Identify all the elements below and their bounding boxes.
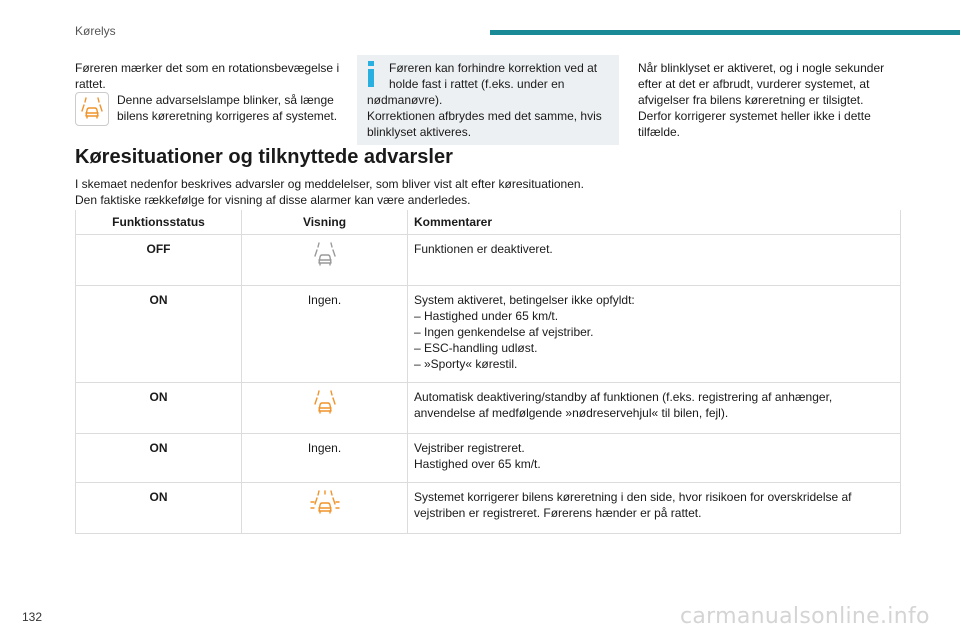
table-row xyxy=(76,235,901,286)
lane-warning-icon-orange xyxy=(308,389,342,419)
header-comment: Kommentarer xyxy=(408,210,901,235)
table-row xyxy=(76,286,901,383)
col1-paragraph: Føreren mærker det som en rotationsbevægelse i rattet. xyxy=(75,61,340,91)
table-header-row xyxy=(76,210,901,235)
warning-text: Denne advarselslampe blinker, så længe bilens køreretning korrigeres af systemet. xyxy=(117,93,338,123)
row-display: Ingen. xyxy=(242,286,408,383)
comment-line: – Ingen genkendelse af vejstriber. xyxy=(414,325,594,339)
comment-line: System aktiveret, betingelser ikke opfyldt: xyxy=(414,293,635,307)
row-status: ON xyxy=(76,286,242,383)
warnings-table-wrapper xyxy=(75,210,901,534)
section-title: Køresituationer og tilknyttede advarsler xyxy=(75,146,453,168)
header-display: Visning xyxy=(242,210,408,235)
lane-keeping-warning-icon xyxy=(75,92,109,126)
row-display xyxy=(242,383,408,434)
row-status: OFF xyxy=(76,235,242,286)
comment-line: – Hastighed under 65 km/t. xyxy=(414,309,559,323)
info-box xyxy=(357,55,619,145)
section-intro xyxy=(75,176,895,208)
table-row xyxy=(76,483,901,534)
col3-paragraph-2: Derfor korrigerer systemet heller ikke i dette tilfælde. xyxy=(638,109,871,139)
row-comment xyxy=(408,286,901,383)
row-status: ON xyxy=(76,383,242,434)
row-display xyxy=(242,235,408,286)
header-accent-bar xyxy=(490,30,960,35)
col3-paragraph-1: Når blinklyset er aktiveret, og i nogle sekunder efter at det er afbrudt, vurderer systemet, at afvigelser fra bilens køreretning er tilsigtet. xyxy=(638,61,885,107)
intro-line-1: I skemaet nedenfor beskrives advarsler og meddelelser, som bliver vist alt efter køresituationen. xyxy=(75,177,584,191)
column-right xyxy=(638,60,898,140)
row-comment: Systemet korrigerer bilens køreretning i den side, hvor risikoen for overskridelse af vejstriben er registreret. Førerens hænder er på rattet. xyxy=(408,483,901,534)
page-number: 132 xyxy=(22,610,43,624)
info-line-3: Korrektionen afbrydes med det samme, hvis blinklyset aktiveres. xyxy=(367,109,602,139)
comment-line: – »Sporty« kørestil. xyxy=(414,357,518,371)
intro-line-2: Den faktiske rækkefølge for visning af disse alarmer kan være anderledes. xyxy=(75,193,471,207)
watermark: carmanualsonline.info xyxy=(680,604,930,629)
lane-warning-icon-grey xyxy=(308,241,342,271)
info-line-2: nødmanøvre). xyxy=(367,93,443,107)
table-row xyxy=(76,434,901,483)
comment-line: Hastighed over 65 km/t. xyxy=(414,457,541,471)
row-status: ON xyxy=(76,483,242,534)
table-row xyxy=(76,383,901,434)
row-display: Ingen. xyxy=(242,434,408,483)
info-line-1: Føreren kan forhindre korrektion ved at holde fast i rattet (f.eks. under en xyxy=(389,61,598,91)
lane-warning-icon-orange-flashing xyxy=(308,489,342,519)
header-status: Funktionsstatus xyxy=(76,210,242,235)
info-icon xyxy=(367,61,375,87)
column-left xyxy=(75,60,347,126)
comment-line: – ESC-handling udløst. xyxy=(414,341,538,355)
row-comment xyxy=(408,434,901,483)
row-display xyxy=(242,483,408,534)
comment-line: Vejstriber registreret. xyxy=(414,441,525,455)
row-comment: Automatisk deaktivering/standby af funktionen (f.eks. registrering af anhænger, anvendelse af medfølgende »nødreservehjul« til bilen, fejl). xyxy=(408,383,901,434)
row-comment: Funktionen er deaktiveret. xyxy=(408,235,901,286)
row-status: ON xyxy=(76,434,242,483)
info-rest xyxy=(367,92,613,140)
warnings-table xyxy=(75,210,901,534)
section-header-label: Kørelys xyxy=(75,24,116,38)
warning-row xyxy=(75,92,347,126)
